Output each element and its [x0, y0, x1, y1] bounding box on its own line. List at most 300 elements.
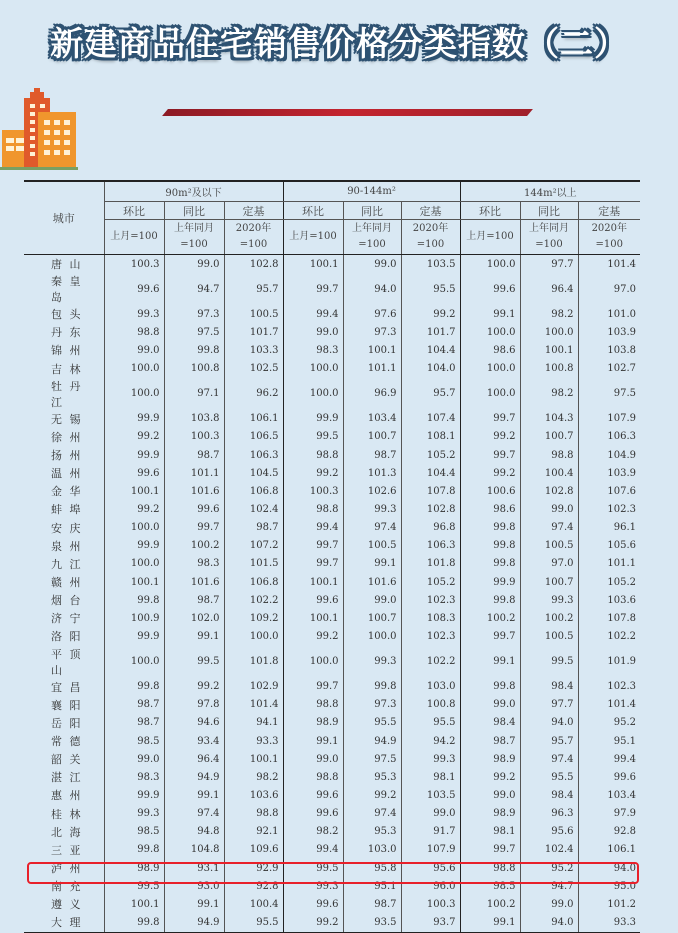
index-value: 100.1 — [283, 573, 343, 591]
index-value: 100.1 — [283, 255, 343, 274]
index-value: 94.1 — [224, 714, 283, 732]
sub-header-fixed-base: 定基 — [224, 202, 283, 220]
index-value: 97.3 — [343, 323, 401, 341]
index-value: 106.3 — [224, 446, 283, 464]
index-value: 107.9 — [401, 841, 460, 859]
index-value: 98.8 — [283, 500, 343, 518]
city-name: 洛阳 — [51, 630, 81, 644]
city-header: 城市 — [24, 181, 104, 255]
index-value: 93.3 — [578, 913, 640, 932]
sub-header-yoy: 同比 — [343, 202, 401, 220]
group-header-large: 144m²以上 — [460, 181, 640, 202]
index-value: 100.0 — [460, 378, 520, 410]
index-value: 100.0 — [460, 323, 520, 341]
index-value: 102.3 — [401, 591, 460, 609]
sub-header-mom: 环比 — [460, 202, 520, 220]
price-index-table — [24, 180, 640, 933]
city-name: 牡丹江 — [51, 379, 81, 409]
index-value: 100.1 — [520, 341, 578, 359]
index-value: 98.9 — [283, 714, 343, 732]
index-value: 94.7 — [520, 877, 578, 895]
index-value: 105.6 — [578, 537, 640, 555]
index-value: 99.1 — [343, 555, 401, 573]
index-value: 98.9 — [460, 750, 520, 768]
index-value: 102.2 — [578, 627, 640, 645]
index-value: 98.2 — [520, 305, 578, 323]
base-header-yoy: 上年同月=100 — [343, 220, 401, 255]
table-row — [24, 805, 640, 823]
index-value: 100.2 — [520, 609, 578, 627]
index-value: 100.0 — [104, 519, 164, 537]
index-value: 99.3 — [401, 750, 460, 768]
index-value: 98.3 — [283, 341, 343, 359]
index-value: 98.4 — [520, 678, 578, 696]
index-value: 99.4 — [283, 305, 343, 323]
table-row — [24, 696, 640, 714]
table-row — [24, 323, 640, 341]
index-value: 101.6 — [164, 573, 224, 591]
group-header-small: 90m²及以下 — [104, 181, 283, 202]
index-value: 97.4 — [164, 805, 224, 823]
index-value: 99.5 — [283, 428, 343, 446]
base-header-mom: 上月=100 — [460, 220, 520, 255]
index-value: 95.3 — [343, 768, 401, 786]
index-value: 101.1 — [578, 555, 640, 573]
index-value: 100.5 — [520, 537, 578, 555]
index-value: 100.2 — [164, 537, 224, 555]
index-value: 95.3 — [343, 823, 401, 841]
index-value: 105.2 — [401, 446, 460, 464]
index-value: 95.5 — [401, 714, 460, 732]
index-value: 100.7 — [343, 428, 401, 446]
index-value: 100.0 — [224, 627, 283, 645]
index-value: 99.1 — [164, 786, 224, 804]
city-name: 烟台 — [51, 594, 81, 608]
index-value: 106.8 — [224, 573, 283, 591]
index-value: 92.8 — [578, 823, 640, 841]
index-value: 95.8 — [343, 859, 401, 877]
index-value: 94.0 — [520, 913, 578, 932]
index-value: 93.3 — [224, 732, 283, 750]
city-name: 温州 — [51, 467, 81, 481]
index-value: 96.3 — [520, 805, 578, 823]
index-value: 98.7 — [343, 446, 401, 464]
index-value: 99.6 — [104, 273, 164, 305]
index-value: 102.8 — [401, 500, 460, 518]
city-name: 唐山 — [51, 258, 81, 272]
index-value: 106.5 — [224, 428, 283, 446]
index-value: 99.2 — [401, 305, 460, 323]
index-value: 104.5 — [224, 464, 283, 482]
index-value: 99.7 — [460, 410, 520, 428]
index-value: 100.5 — [343, 537, 401, 555]
index-value: 101.5 — [224, 555, 283, 573]
index-value: 99.7 — [460, 446, 520, 464]
index-value: 100.1 — [283, 609, 343, 627]
index-value: 99.2 — [283, 627, 343, 645]
index-value: 103.9 — [578, 464, 640, 482]
index-value: 100.5 — [520, 627, 578, 645]
index-value: 99.3 — [343, 500, 401, 518]
index-value: 100.0 — [283, 646, 343, 678]
index-value: 99.0 — [460, 696, 520, 714]
index-value: 104.4 — [401, 341, 460, 359]
index-value: 99.7 — [283, 537, 343, 555]
index-value: 99.2 — [343, 786, 401, 804]
index-value: 101.8 — [224, 646, 283, 678]
index-value: 95.2 — [520, 859, 578, 877]
index-value: 100.2 — [460, 895, 520, 913]
index-value: 104.3 — [520, 410, 578, 428]
index-value: 98.7 — [104, 714, 164, 732]
sub-header-yoy: 同比 — [520, 202, 578, 220]
index-value: 99.0 — [283, 323, 343, 341]
index-value: 106.3 — [578, 428, 640, 446]
index-value: 98.8 — [224, 805, 283, 823]
index-value: 100.3 — [283, 482, 343, 500]
index-value: 99.7 — [283, 273, 343, 305]
index-value: 99.1 — [164, 895, 224, 913]
index-value: 99.7 — [164, 519, 224, 537]
index-value: 98.9 — [104, 859, 164, 877]
index-value: 95.5 — [401, 273, 460, 305]
sub-header-fixed-base: 定基 — [401, 202, 460, 220]
index-value: 92.8 — [224, 877, 283, 895]
index-value: 100.0 — [104, 646, 164, 678]
index-value: 99.9 — [104, 410, 164, 428]
index-value: 95.6 — [520, 823, 578, 841]
index-value: 100.7 — [520, 428, 578, 446]
table-row — [24, 768, 640, 786]
index-value: 98.4 — [460, 714, 520, 732]
index-value: 99.2 — [104, 500, 164, 518]
table-row — [24, 859, 640, 877]
city-name: 桂林 — [51, 807, 81, 821]
index-value: 101.7 — [224, 323, 283, 341]
index-value: 99.9 — [460, 573, 520, 591]
index-value: 99.0 — [343, 591, 401, 609]
index-value: 103.8 — [578, 341, 640, 359]
index-value: 99.5 — [164, 646, 224, 678]
index-value: 99.3 — [104, 805, 164, 823]
index-value: 99.4 — [578, 750, 640, 768]
index-value: 100.0 — [460, 255, 520, 274]
index-value: 98.7 — [224, 519, 283, 537]
index-value: 99.9 — [104, 537, 164, 555]
index-value: 97.3 — [343, 696, 401, 714]
index-value: 98.8 — [520, 446, 578, 464]
index-value: 94.0 — [578, 859, 640, 877]
index-value: 97.6 — [343, 305, 401, 323]
index-value: 107.2 — [224, 537, 283, 555]
index-value: 99.8 — [104, 678, 164, 696]
index-value: 106.1 — [224, 410, 283, 428]
city-name: 金华 — [51, 485, 81, 499]
index-value: 99.6 — [283, 591, 343, 609]
index-value: 102.2 — [224, 591, 283, 609]
index-value: 99.3 — [104, 305, 164, 323]
index-value: 101.7 — [401, 323, 460, 341]
index-value: 98.2 — [520, 378, 578, 410]
table-row — [24, 841, 640, 859]
index-value: 98.8 — [104, 323, 164, 341]
index-value: 95.7 — [224, 273, 283, 305]
city-name: 九江 — [51, 557, 81, 571]
city-name: 包头 — [51, 308, 81, 322]
table-row — [24, 255, 640, 274]
base-header-fixed-base: 2020年=100 — [224, 220, 283, 255]
index-value: 97.7 — [520, 255, 578, 274]
index-value: 97.8 — [164, 696, 224, 714]
table-row — [24, 305, 640, 323]
index-value: 100.9 — [104, 609, 164, 627]
index-value: 95.7 — [520, 732, 578, 750]
index-value: 94.2 — [401, 732, 460, 750]
index-value: 103.9 — [578, 323, 640, 341]
index-value: 97.9 — [578, 805, 640, 823]
index-value: 94.7 — [164, 273, 224, 305]
index-value: 104.4 — [401, 464, 460, 482]
index-value: 103.6 — [578, 591, 640, 609]
base-header-fixed-base: 2020年=100 — [578, 220, 640, 255]
index-value: 101.6 — [164, 482, 224, 500]
index-value: 96.1 — [578, 519, 640, 537]
index-value: 103.8 — [164, 410, 224, 428]
index-value: 99.6 — [460, 273, 520, 305]
table-row — [24, 609, 640, 627]
index-value: 97.5 — [343, 750, 401, 768]
index-value: 99.9 — [104, 627, 164, 645]
index-value: 95.7 — [401, 378, 460, 410]
index-value: 99.4 — [283, 519, 343, 537]
base-header-yoy: 上年同月=100 — [164, 220, 224, 255]
index-value: 101.8 — [401, 555, 460, 573]
city-name: 襄阳 — [51, 698, 81, 712]
index-value: 100.3 — [401, 895, 460, 913]
index-value: 99.1 — [460, 646, 520, 678]
index-value: 100.7 — [520, 573, 578, 591]
index-value: 109.2 — [224, 609, 283, 627]
city-name: 惠州 — [51, 789, 81, 803]
index-value: 99.5 — [520, 646, 578, 678]
index-value: 97.4 — [520, 519, 578, 537]
index-value: 97.0 — [520, 555, 578, 573]
index-value: 103.4 — [578, 786, 640, 804]
table-row — [24, 555, 640, 573]
index-value: 98.3 — [104, 768, 164, 786]
index-value: 99.8 — [104, 841, 164, 859]
index-value: 95.1 — [343, 877, 401, 895]
index-value: 102.8 — [224, 255, 283, 274]
index-value: 100.4 — [520, 464, 578, 482]
index-value: 100.8 — [401, 696, 460, 714]
index-value: 107.8 — [401, 482, 460, 500]
index-value: 99.5 — [104, 877, 164, 895]
index-value: 97.5 — [164, 323, 224, 341]
index-value: 100.0 — [283, 378, 343, 410]
index-value: 101.0 — [578, 305, 640, 323]
index-value: 102.8 — [520, 482, 578, 500]
index-value: 103.0 — [343, 841, 401, 859]
index-value: 100.0 — [104, 378, 164, 410]
index-value: 95.5 — [224, 913, 283, 932]
index-value: 103.5 — [401, 255, 460, 274]
index-value: 99.0 — [104, 341, 164, 359]
index-value: 92.1 — [224, 823, 283, 841]
index-value: 102.4 — [520, 841, 578, 859]
index-value: 102.3 — [578, 500, 640, 518]
index-value: 99.6 — [164, 500, 224, 518]
city-name: 安庆 — [51, 521, 81, 535]
index-value: 101.6 — [343, 573, 401, 591]
group-header-medium: 90-144m² — [283, 181, 460, 202]
sub-header-mom: 环比 — [283, 202, 343, 220]
index-value: 97.4 — [343, 805, 401, 823]
index-value: 93.0 — [164, 877, 224, 895]
index-value: 98.8 — [283, 768, 343, 786]
table-row — [24, 627, 640, 645]
index-value: 101.4 — [224, 696, 283, 714]
index-value: 106.1 — [578, 841, 640, 859]
index-value: 93.1 — [164, 859, 224, 877]
sub-header-yoy: 同比 — [164, 202, 224, 220]
table-row — [24, 591, 640, 609]
index-value: 98.2 — [283, 823, 343, 841]
table-row — [24, 877, 640, 895]
index-value: 103.0 — [401, 678, 460, 696]
table-row — [24, 273, 640, 305]
index-value: 98.5 — [104, 823, 164, 841]
index-value: 99.2 — [164, 678, 224, 696]
index-value: 99.8 — [104, 591, 164, 609]
index-value: 95.6 — [401, 859, 460, 877]
table-row — [24, 786, 640, 804]
index-value: 99.2 — [460, 428, 520, 446]
index-value: 99.8 — [460, 555, 520, 573]
city-name: 常德 — [51, 735, 81, 749]
table-row — [24, 341, 640, 359]
base-header-mom: 上月=100 — [283, 220, 343, 255]
table-row — [24, 500, 640, 518]
city-name: 北海 — [51, 825, 81, 839]
index-value: 98.7 — [460, 732, 520, 750]
city-name: 徐州 — [51, 430, 81, 444]
index-value: 95.2 — [578, 714, 640, 732]
index-value: 98.7 — [343, 895, 401, 913]
index-value: 98.8 — [283, 696, 343, 714]
index-value: 100.8 — [164, 360, 224, 378]
index-value: 97.3 — [164, 305, 224, 323]
index-value: 98.4 — [520, 786, 578, 804]
index-value: 103.6 — [224, 786, 283, 804]
index-value: 101.4 — [578, 696, 640, 714]
index-value: 107.9 — [578, 410, 640, 428]
index-value: 100.0 — [283, 360, 343, 378]
index-value: 99.6 — [283, 786, 343, 804]
table-row — [24, 823, 640, 841]
table-row — [24, 714, 640, 732]
index-value: 99.0 — [460, 786, 520, 804]
index-value: 97.4 — [520, 750, 578, 768]
index-value: 100.1 — [104, 895, 164, 913]
index-value: 99.8 — [460, 537, 520, 555]
table-row — [24, 446, 640, 464]
index-value: 94.9 — [343, 732, 401, 750]
index-value: 103.3 — [224, 341, 283, 359]
index-value: 100.0 — [460, 360, 520, 378]
index-value: 99.8 — [460, 678, 520, 696]
index-value: 96.4 — [164, 750, 224, 768]
index-value: 100.4 — [224, 895, 283, 913]
index-value: 99.7 — [460, 627, 520, 645]
index-value: 99.9 — [104, 446, 164, 464]
index-value: 99.0 — [343, 255, 401, 274]
index-value: 98.7 — [104, 696, 164, 714]
table-row — [24, 360, 640, 378]
index-value: 94.6 — [164, 714, 224, 732]
city-name: 锦州 — [51, 344, 81, 358]
index-value: 97.4 — [343, 519, 401, 537]
index-value: 98.1 — [401, 768, 460, 786]
index-value: 94.9 — [164, 913, 224, 932]
index-value: 94.0 — [343, 273, 401, 305]
index-value: 108.1 — [401, 428, 460, 446]
index-value: 98.2 — [224, 768, 283, 786]
index-value: 106.8 — [224, 482, 283, 500]
table-row — [24, 573, 640, 591]
city-name: 宜昌 — [51, 680, 81, 694]
index-value: 100.3 — [104, 255, 164, 274]
table-row — [24, 410, 640, 428]
index-value: 96.2 — [224, 378, 283, 410]
index-value: 102.9 — [224, 678, 283, 696]
index-value: 100.5 — [224, 305, 283, 323]
index-value: 97.7 — [520, 696, 578, 714]
index-value: 93.7 — [401, 913, 460, 932]
index-value: 102.3 — [578, 678, 640, 696]
table-row — [24, 646, 640, 678]
index-value: 98.7 — [164, 591, 224, 609]
city-name: 吉林 — [51, 362, 81, 376]
index-value: 108.3 — [401, 609, 460, 627]
index-value: 98.3 — [164, 555, 224, 573]
city-name: 秦皇岛 — [51, 275, 81, 305]
index-value: 105.2 — [401, 573, 460, 591]
table-row — [24, 378, 640, 410]
index-value: 100.8 — [520, 360, 578, 378]
index-value: 100.0 — [343, 627, 401, 645]
table-row — [24, 464, 640, 482]
index-value: 99.7 — [460, 841, 520, 859]
city-name: 扬州 — [51, 449, 81, 463]
index-value: 106.3 — [401, 537, 460, 555]
sub-header-mom: 环比 — [104, 202, 164, 220]
city-name: 韶关 — [51, 753, 81, 767]
index-value: 100.2 — [460, 609, 520, 627]
index-value: 107.6 — [578, 482, 640, 500]
index-value: 107.8 — [578, 609, 640, 627]
index-value: 99.7 — [283, 678, 343, 696]
index-value: 102.5 — [224, 360, 283, 378]
index-value: 99.2 — [283, 464, 343, 482]
city-name: 岳阳 — [51, 716, 81, 730]
table-row — [24, 537, 640, 555]
city-name: 无锡 — [51, 412, 81, 426]
index-value: 99.2 — [283, 913, 343, 932]
index-value: 99.7 — [283, 555, 343, 573]
index-value: 99.9 — [104, 786, 164, 804]
table-row — [24, 732, 640, 750]
